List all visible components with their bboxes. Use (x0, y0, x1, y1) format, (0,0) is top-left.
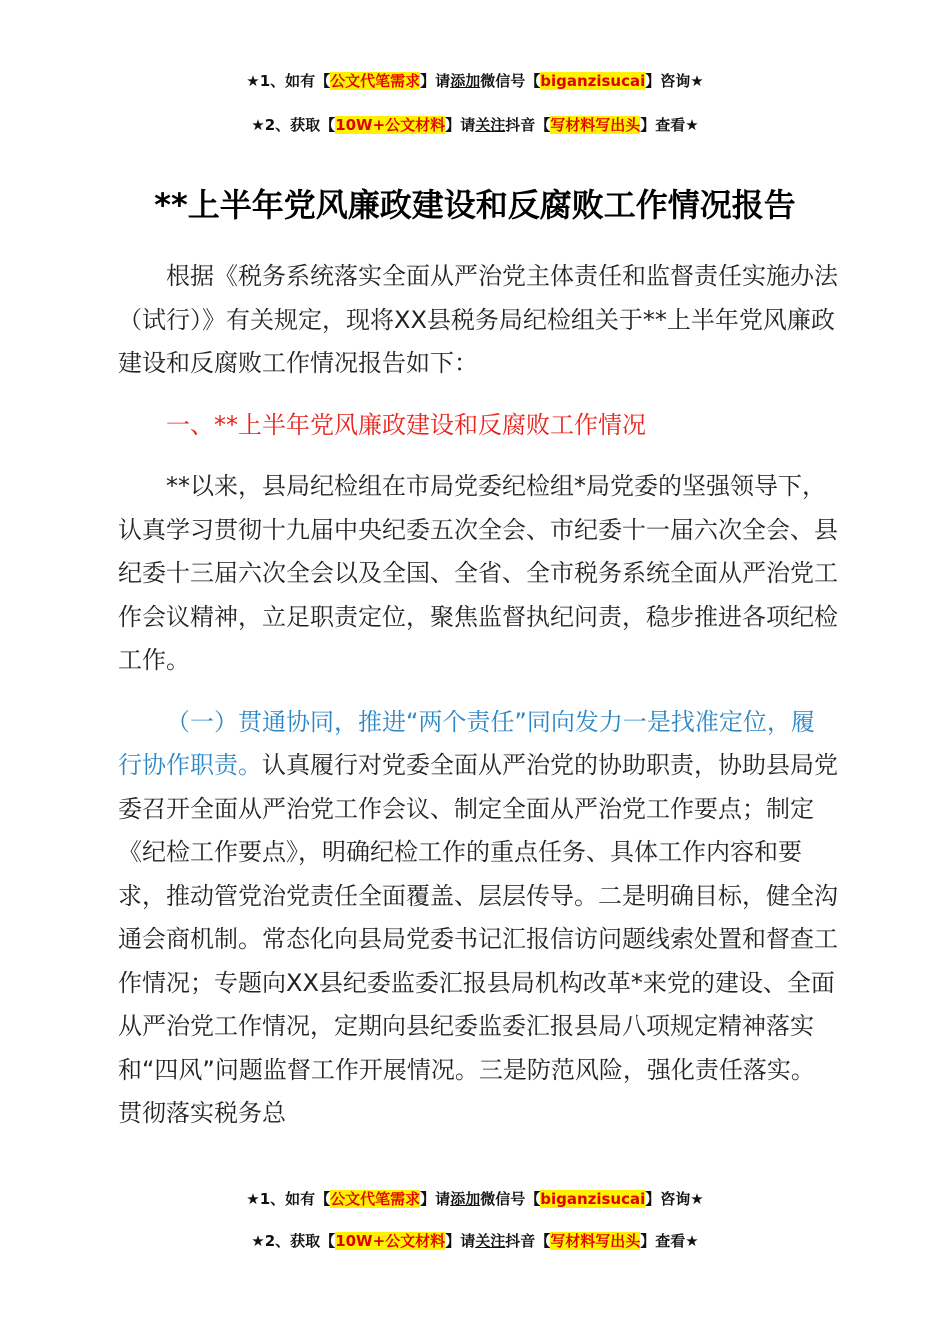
promo-text: 】请 (445, 116, 476, 134)
promo-text: 微信号【 (480, 72, 541, 90)
promo-text: 】请 (445, 1232, 476, 1250)
promo-highlight: 公文代笔需求 (330, 1190, 421, 1208)
promo-underline: 添加 (450, 1190, 481, 1208)
promo-text: ★2、获取【 (251, 116, 336, 134)
promo-line-1 (0, 70, 950, 91)
promo-highlight: biganzisucai (540, 1190, 646, 1208)
promo-text: 】请 (420, 72, 451, 90)
promo-text: 】查看★ (640, 116, 699, 134)
section-heading-1: 一、**上半年党风廉政建设和反腐败工作情况 (166, 410, 646, 439)
promo-text: 】咨询★ (645, 1190, 704, 1208)
promo-text: 抖音【 (505, 1232, 551, 1250)
promo-text: ★1、如有【 (246, 1190, 331, 1208)
paragraph-1: **以来，县局纪检组在市局党委纪检组*局党委的坚强领导下，认真学习贯彻十九届中央纪委五次全会、市纪委十一届六次全会、县纪委十三届六次全会以及全国、全省、全市税务系统全面从严治党工作会议精神，立足职责定位，聚焦监督执纪问责，稳步推进各项纪检工作。 (118, 472, 838, 674)
promo-text: 】咨询★ (645, 72, 704, 90)
promo-text: 】查看★ (640, 1232, 699, 1250)
promo-line-2-footer (0, 1230, 950, 1251)
promo-text: 抖音【 (505, 116, 551, 134)
promo-text: 微信号【 (480, 1190, 541, 1208)
promo-text: 】请 (420, 1190, 451, 1208)
promo-underline: 关注 (475, 116, 506, 134)
promo-highlight: 10W+公文材料 (335, 116, 446, 134)
intro-paragraph: 根据《税务系统落实全面从严治党主体责任和监督责任实施办法（试行）》有关规定，现将XX县税务局纪检组关于**上半年党风廉政建设和反腐败工作情况报告如下： (118, 262, 838, 377)
promo-text: ★2、获取【 (251, 1232, 336, 1250)
promo-text: ★1、如有【 (246, 72, 331, 90)
document-title: **上半年党风廉政建设和反腐败工作情况报告 (154, 186, 796, 224)
promo-highlight: 写材料写出头 (550, 116, 641, 134)
promo-line-2 (0, 114, 950, 135)
document-body (118, 255, 838, 1136)
section-heading-2: （一）贯通协同，推进“两个责任”同向发力一是找准定位，履行协作职责。 (118, 707, 815, 779)
paragraph-2 (118, 701, 838, 1136)
promo-highlight: biganzisucai (540, 72, 646, 90)
promo-underline: 添加 (450, 72, 481, 90)
promo-underline: 关注 (475, 1232, 506, 1250)
promo-line-1-footer (0, 1188, 950, 1209)
promo-highlight: 写材料写出头 (550, 1232, 641, 1250)
paragraph-2-text: 认真履行对党委全面从严治党的协助职责，协助县局党委召开全面从严治党工作会议、制定全面从严治党工作要点；制定《纪检工作要点》，明确纪检工作的重点任务、具体工作内容和要求，推动管党治党责任全面覆盖、层层传导。二是明确目标，健全沟通会商机制。常态化向县局党委书记汇报信访问题线索处置和督查工作情况；专题向XX县纪委监委汇报县局机构改革*来党的建设、全面从严治党工作情况，定期向县纪委监委汇报县局八项规定精神落实和“四风”问题监督工作开展情况。三是防范风险，强化责任落实。贯彻落实税务总 (118, 751, 838, 1127)
promo-highlight: 10W+公文材料 (335, 1232, 446, 1250)
promo-highlight: 公文代笔需求 (330, 72, 421, 90)
